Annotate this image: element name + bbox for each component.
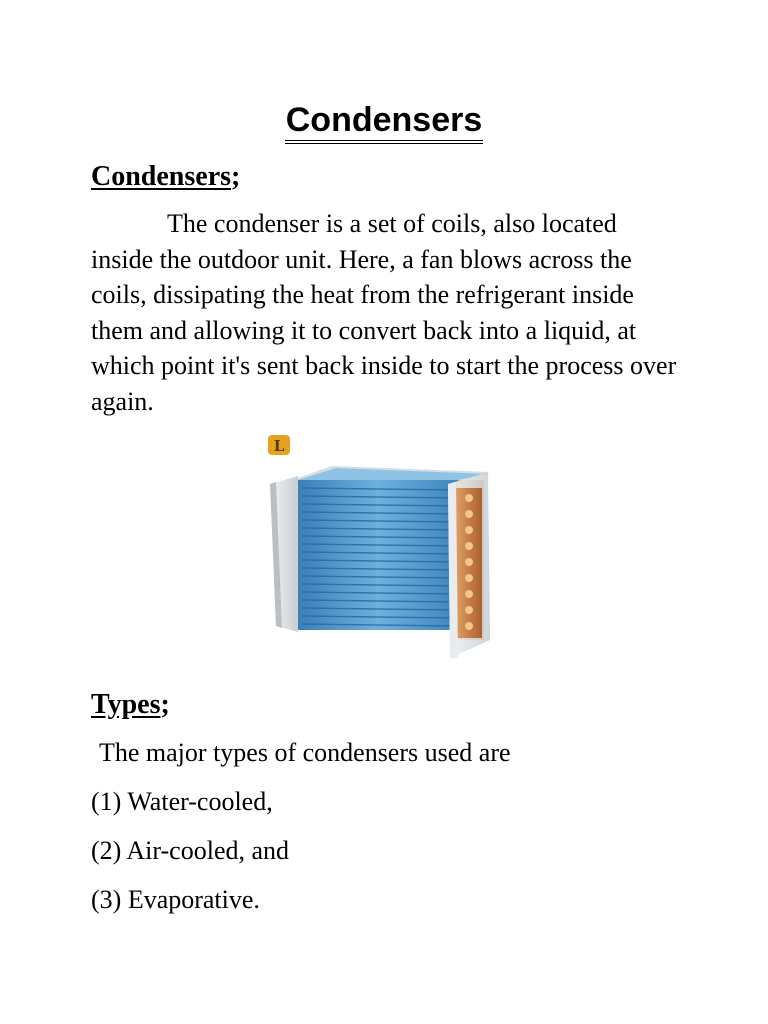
l-logo-badge	[268, 435, 290, 455]
types-intro: The major types of condensers used are	[99, 738, 511, 767]
condenser-figure	[262, 428, 502, 670]
section-heading-types: Types;	[91, 689, 170, 720]
document-title: Condensers	[0, 98, 768, 144]
list-item: (1) Water-cooled,	[91, 787, 273, 816]
list-item: (3) Evaporative.	[91, 885, 260, 914]
condenser-types-list	[91, 738, 511, 934]
section-heading-condensers: Condensers;	[91, 161, 241, 192]
svg-text:L: L	[273, 437, 285, 455]
condenser-coil-image	[262, 428, 502, 670]
condenser-description: The condenser is a set of coils, also located inside the outdoor unit. Here, a fan blows across the coils, dissipating the heat from the refrigerant inside them and allowing it to convert back into a liquid, at which point it's sent back inside to start the process over again.	[91, 209, 677, 416]
list-item: (2) Air-cooled, and	[91, 836, 290, 865]
